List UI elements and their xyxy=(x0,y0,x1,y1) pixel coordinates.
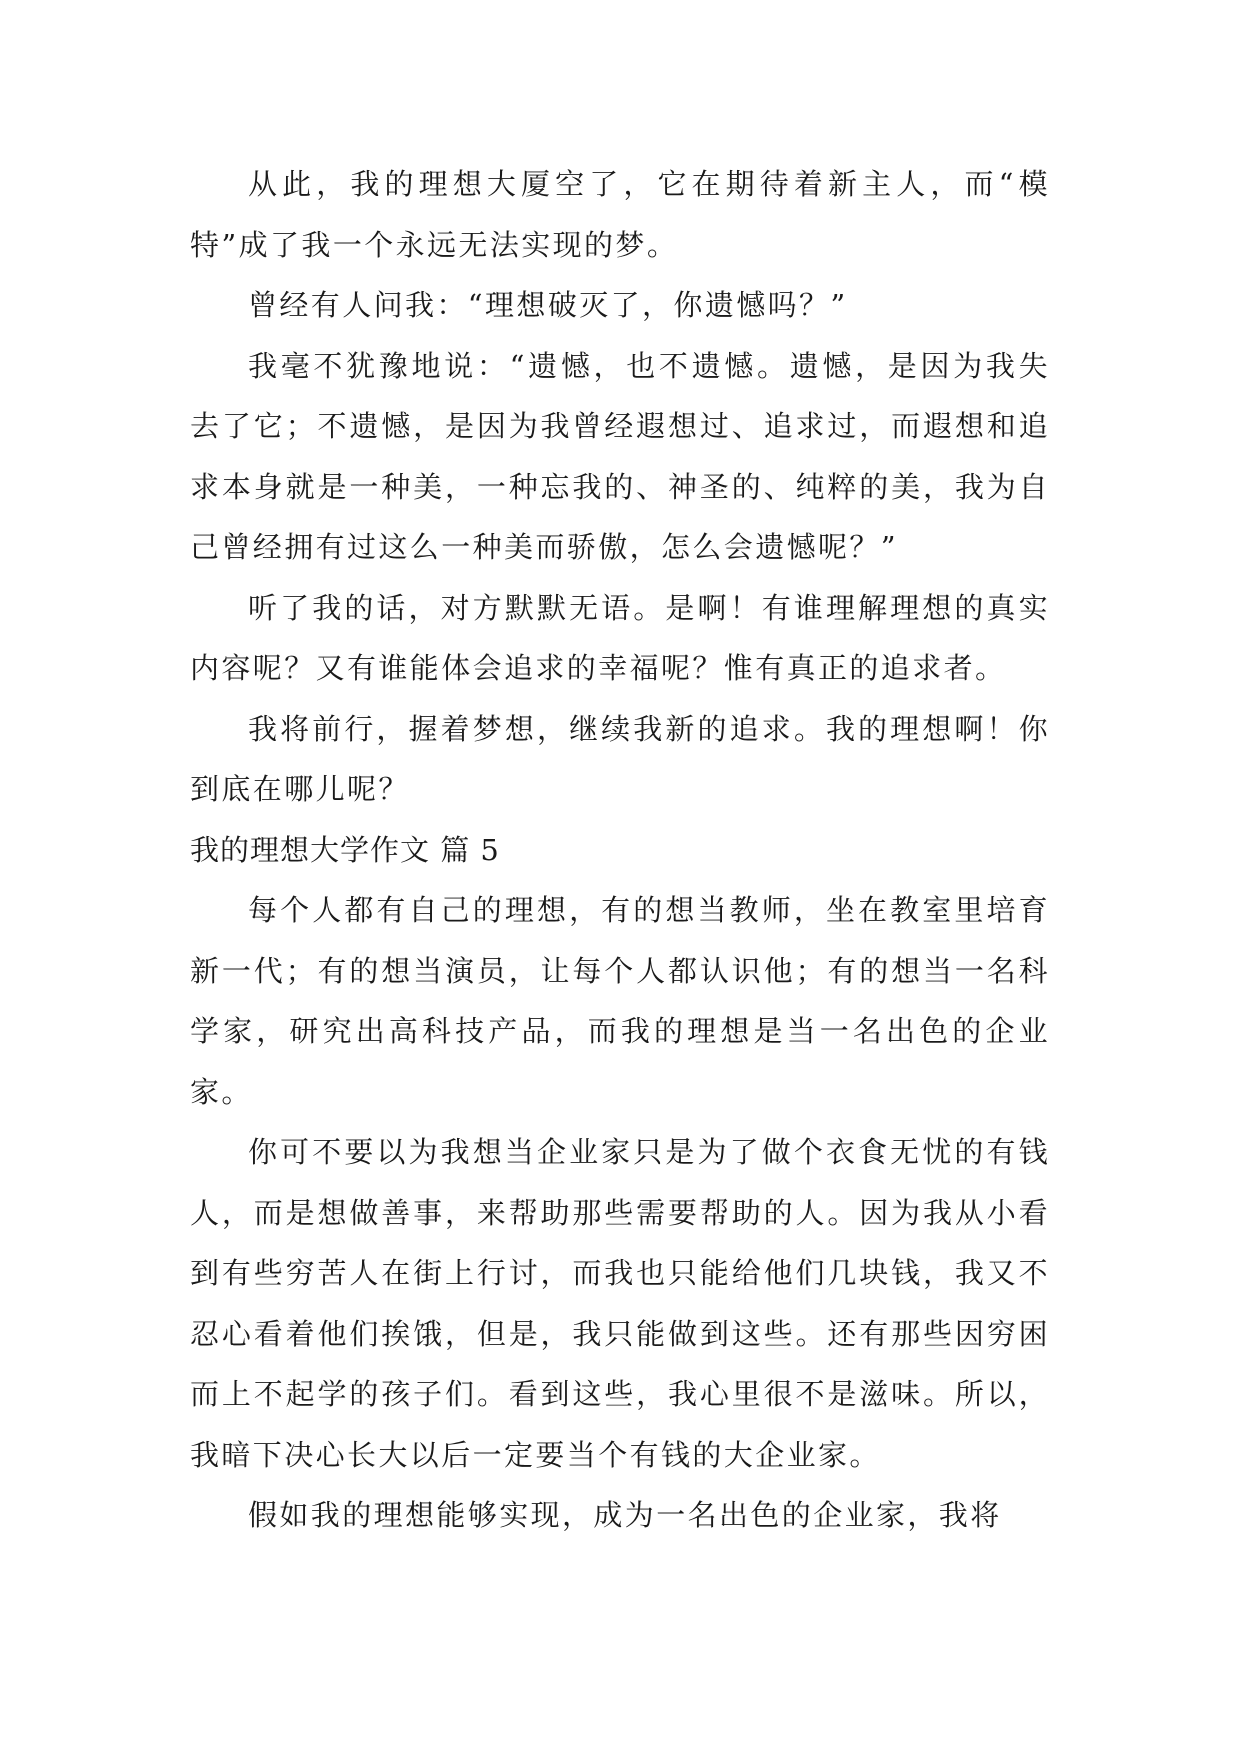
document-body xyxy=(190,154,1050,1546)
paragraph: 我毫不犹豫地说：“遗憾，也不遗憾。遗憾，是因为我失去了它；不遗憾，是因为我曾经遐想过、追求过，而遐想和追求本身就是一种美，一种忘我的、神圣的、纯粹的美，我为自己曾经拥有过这么一种美而骄傲，怎么会遗憾呢？” xyxy=(190,348,1050,564)
section-heading: 我的理想大学作文 篇 5 xyxy=(190,832,500,867)
paragraph: 假如我的理想能够实现，成为一名出色的企业家，我将 xyxy=(248,1498,1002,1532)
paragraph: 你可不要以为我想当企业家只是为了做个衣食无忧的有钱人，而是想做善事，来帮助那些需要帮助的人。因为我从小看到有些穷苦人在街上行讨，而我也只能给他们几块钱，我又不忍心看着他们挨饿，但是，我只能做到这些。还有那些因穷困而上不起学的孩子们。看到这些，我心里很不是滋味。所以，我暗下决心长大以后一定要当个有钱的大企业家。 xyxy=(190,1135,1050,1472)
paragraph: 我将前行，握着梦想，继续我新的追求。我的理想啊！你到底在哪儿呢？ xyxy=(190,711,1050,806)
paragraph: 听了我的话，对方默默无语。是啊！有谁理解理想的真实内容呢？又有谁能体会追求的幸福呢？惟有真正的追求者。 xyxy=(190,590,1050,685)
paragraph: 每个人都有自己的理想，有的想当教师，坐在教室里培育新一代；有的想当演员，让每个人都认识他；有的想当一名科学家，研究出高科技产品，而我的理想是当一名出色的企业家。 xyxy=(190,893,1050,1109)
paragraph: 曾经有人问我：“理想破灭了，你遗憾吗？” xyxy=(248,288,848,322)
paragraph: 从此，我的理想大厦空了，它在期待着新主人，而“模特”成了我一个永远无法实现的梦。 xyxy=(190,167,1050,262)
